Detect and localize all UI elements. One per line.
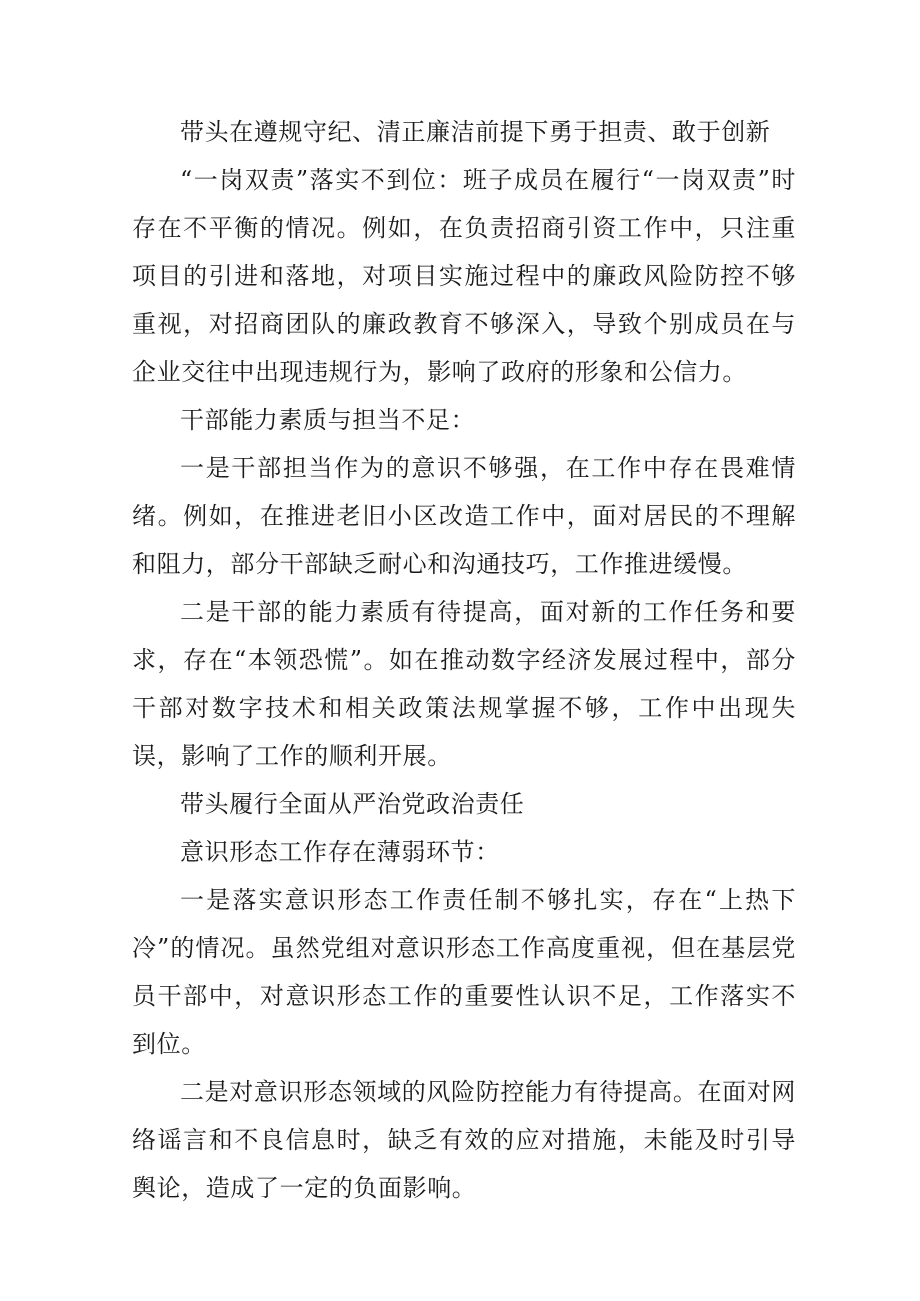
paragraph-cadre-responsibility: 一是干部担当作为的意识不够强，在工作中存在畏难情绪。例如，在推进老旧小区改造工作中，面对居民的不理解和阻力，部分干部缺乏耐心和沟通技巧，工作推进缓慢。	[132, 454, 796, 578]
subheading-ideology-work: 意识形态工作存在薄弱环节：	[180, 838, 500, 866]
document-body	[132, 108, 796, 1212]
paragraph-cadre-competence: 二是干部的能力素质有待提高，面对新的工作任务和要求，存在“本领恐慌”。如在推动数字经济发展过程中，部分干部对数字技术和相关政策法规掌握不够，工作中出现失误，影响了工作的顺利开展。	[132, 598, 796, 770]
paragraph-ideology-responsibility: 一是落实意识形态工作责任制不够扎实，存在“上热下冷”的情况。虽然党组对意识形态工作高度重视，但在基层党员干部中，对意识形态工作的重要性认识不足，工作落实不到位。	[132, 886, 796, 1058]
section-heading-integrity: 带头在遵规守纪、清正廉洁前提下勇于担责、敢于创新	[180, 118, 771, 146]
paragraph-ideology-risk-control: 二是对意识形态领域的风险防控能力有待提高。在面对网络谣言和不良信息时，缺乏有效的应对措施，未能及时引导舆论，造成了一定的负面影响。	[132, 1078, 796, 1202]
subheading-cadre-ability: 干部能力素质与担当不足：	[180, 406, 476, 434]
section-heading-party-governance: 带头履行全面从严治党政治责任	[180, 790, 525, 818]
paragraph-one-post-dual-duty: “一岗双责”落实不到位：班子成员在履行“一岗双责”时存在不平衡的情况。例如，在负责招商引资工作中，只注重项目的引进和落地，对项目实施过程中的廉政风险防控不够重视，对招商团队的廉政教育不够深入，导致个别成员在与企业交往中出现违规行为，影响了政府的形象和公信力。	[132, 166, 796, 386]
